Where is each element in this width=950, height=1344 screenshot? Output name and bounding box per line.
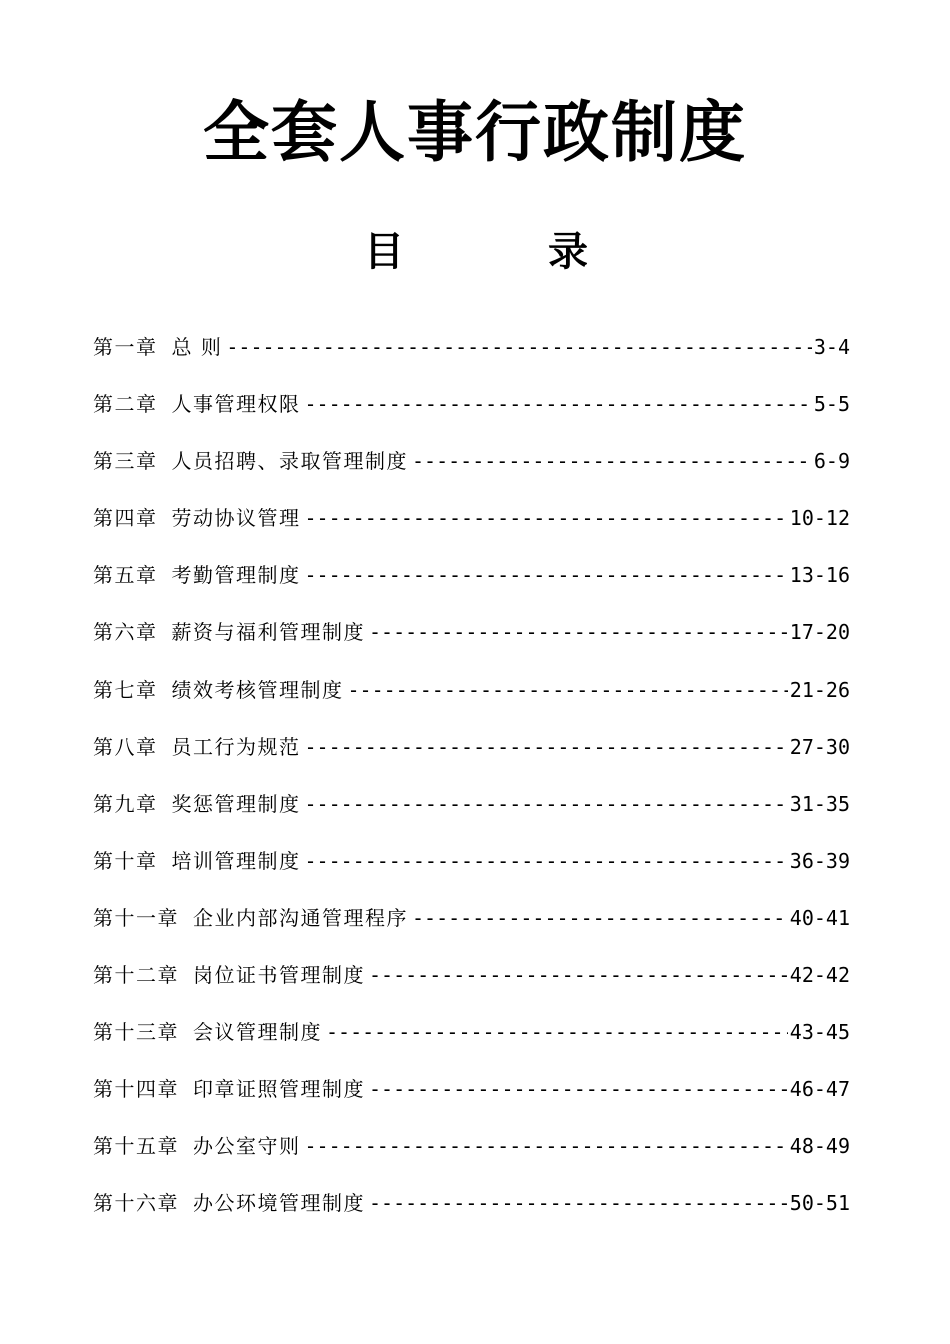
toc-page-range: 10-12 bbox=[789, 506, 850, 531]
toc-chapter-number: 第十章 bbox=[93, 848, 158, 873]
toc-entry[interactable] bbox=[93, 1069, 850, 1126]
toc-chapter-title: 会议管理制度 bbox=[193, 1020, 322, 1045]
toc-entry[interactable] bbox=[93, 384, 850, 441]
toc-chapter-title: 总 则 bbox=[171, 335, 223, 359]
toc-entry[interactable] bbox=[93, 727, 850, 784]
toc-chapter-title: 办公室守则 bbox=[193, 1134, 301, 1159]
toc-page-range: 50-51 bbox=[789, 1191, 850, 1216]
toc-page-range: 31-35 bbox=[789, 791, 850, 816]
toc-chapter-number: 第二章 bbox=[93, 392, 158, 417]
toc-heading-char-2: 录 bbox=[548, 229, 588, 275]
toc-page-range: 40-41 bbox=[789, 905, 850, 930]
toc-page-range: 42-42 bbox=[789, 963, 850, 988]
toc-chapter-title: 人事管理权限 bbox=[171, 392, 301, 417]
toc-entry[interactable] bbox=[93, 1183, 850, 1240]
toc-chapter-title: 印章证照管理制度 bbox=[193, 1077, 365, 1102]
toc-page-range: 17-20 bbox=[789, 620, 850, 645]
toc-chapter-title: 培训管理制度 bbox=[171, 848, 301, 873]
toc-entry[interactable] bbox=[93, 1012, 850, 1069]
toc-leader-dashes bbox=[412, 441, 812, 481]
toc-leader-dashes bbox=[348, 670, 788, 710]
toc-leader-dashes bbox=[326, 1012, 788, 1052]
toc-chapter-number: 第九章 bbox=[93, 791, 158, 816]
toc-chapter-title: 办公环境管理制度 bbox=[193, 1191, 365, 1216]
toc-leader-dashes bbox=[305, 384, 812, 424]
toc-chapter-number: 第十六章 bbox=[93, 1191, 179, 1216]
toc-entry[interactable] bbox=[93, 898, 850, 955]
toc-chapter-number: 第十五章 bbox=[93, 1134, 179, 1159]
toc-chapter-title: 劳动协议管理 bbox=[171, 506, 301, 531]
table-of-contents bbox=[93, 327, 850, 1241]
toc-chapter-number: 第七章 bbox=[93, 677, 158, 702]
toc-chapter-number: 第三章 bbox=[93, 449, 158, 474]
toc-chapter-title: 员工行为规范 bbox=[171, 734, 301, 759]
toc-entry[interactable] bbox=[93, 498, 850, 555]
toc-page-range: 6-9 bbox=[813, 449, 850, 474]
toc-entry[interactable] bbox=[93, 841, 850, 898]
toc-leader-dashes bbox=[369, 1069, 788, 1109]
toc-chapter-number: 第四章 bbox=[93, 506, 158, 531]
toc-leader-dashes bbox=[305, 727, 788, 767]
toc-entry[interactable] bbox=[93, 612, 850, 669]
toc-chapter-title: 企业内部沟通管理程序 bbox=[193, 905, 408, 930]
toc-chapter-title: 考勤管理制度 bbox=[171, 563, 301, 588]
toc-entry[interactable] bbox=[93, 555, 850, 612]
toc-page-range: 5-5 bbox=[813, 392, 850, 417]
toc-entry[interactable] bbox=[93, 955, 850, 1012]
toc-page-range: 21-26 bbox=[789, 677, 850, 702]
toc-chapter-number: 第一章 bbox=[93, 335, 158, 359]
toc-chapter-title: 绩效考核管理制度 bbox=[171, 677, 344, 702]
toc-page-range: 13-16 bbox=[789, 563, 850, 588]
toc-chapter-title: 岗位证书管理制度 bbox=[193, 963, 365, 988]
toc-chapter-title: 薪资与福利管理制度 bbox=[171, 620, 365, 645]
toc-leader-dashes bbox=[305, 498, 788, 538]
toc-chapter-number: 第六章 bbox=[93, 620, 158, 645]
toc-leader-dashes bbox=[305, 784, 788, 824]
toc-page-range: 48-49 bbox=[789, 1134, 850, 1159]
toc-chapter-number: 第十三章 bbox=[93, 1020, 179, 1045]
document-title: 全套人事行政制度 bbox=[203, 94, 747, 171]
toc-heading-char-1: 目 bbox=[364, 229, 404, 275]
toc-chapter-number: 第五章 bbox=[93, 563, 158, 588]
toc-leader-dashes bbox=[305, 841, 788, 881]
toc-entry[interactable] bbox=[93, 784, 850, 841]
toc-entry[interactable] bbox=[93, 1126, 850, 1183]
toc-chapter-number: 第十一章 bbox=[93, 905, 179, 930]
toc-leader-dashes bbox=[369, 612, 788, 652]
toc-chapter-title: 奖惩管理制度 bbox=[171, 791, 301, 816]
toc-leader-dashes bbox=[369, 1183, 788, 1223]
toc-chapter-title: 人员招聘、录取管理制度 bbox=[171, 449, 408, 474]
toc-page-range: 27-30 bbox=[789, 734, 850, 759]
toc-page-range: 36-39 bbox=[789, 848, 850, 873]
toc-leader-dashes bbox=[305, 555, 788, 595]
toc-entry[interactable] bbox=[93, 670, 850, 727]
toc-leader-dashes bbox=[412, 898, 788, 938]
toc-chapter-number: 第八章 bbox=[93, 734, 158, 759]
toc-page-range: 43-45 bbox=[789, 1020, 850, 1045]
toc-leader-dashes bbox=[226, 327, 812, 367]
toc-page-range: 3-4 bbox=[813, 335, 850, 359]
toc-entry[interactable] bbox=[93, 327, 850, 384]
toc-page-range: 46-47 bbox=[789, 1077, 850, 1102]
toc-leader-dashes bbox=[369, 955, 788, 995]
toc-chapter-number: 第十二章 bbox=[93, 963, 179, 988]
toc-entry[interactable] bbox=[93, 441, 850, 498]
toc-chapter-number: 第十四章 bbox=[93, 1077, 179, 1102]
toc-leader-dashes bbox=[305, 1126, 788, 1166]
